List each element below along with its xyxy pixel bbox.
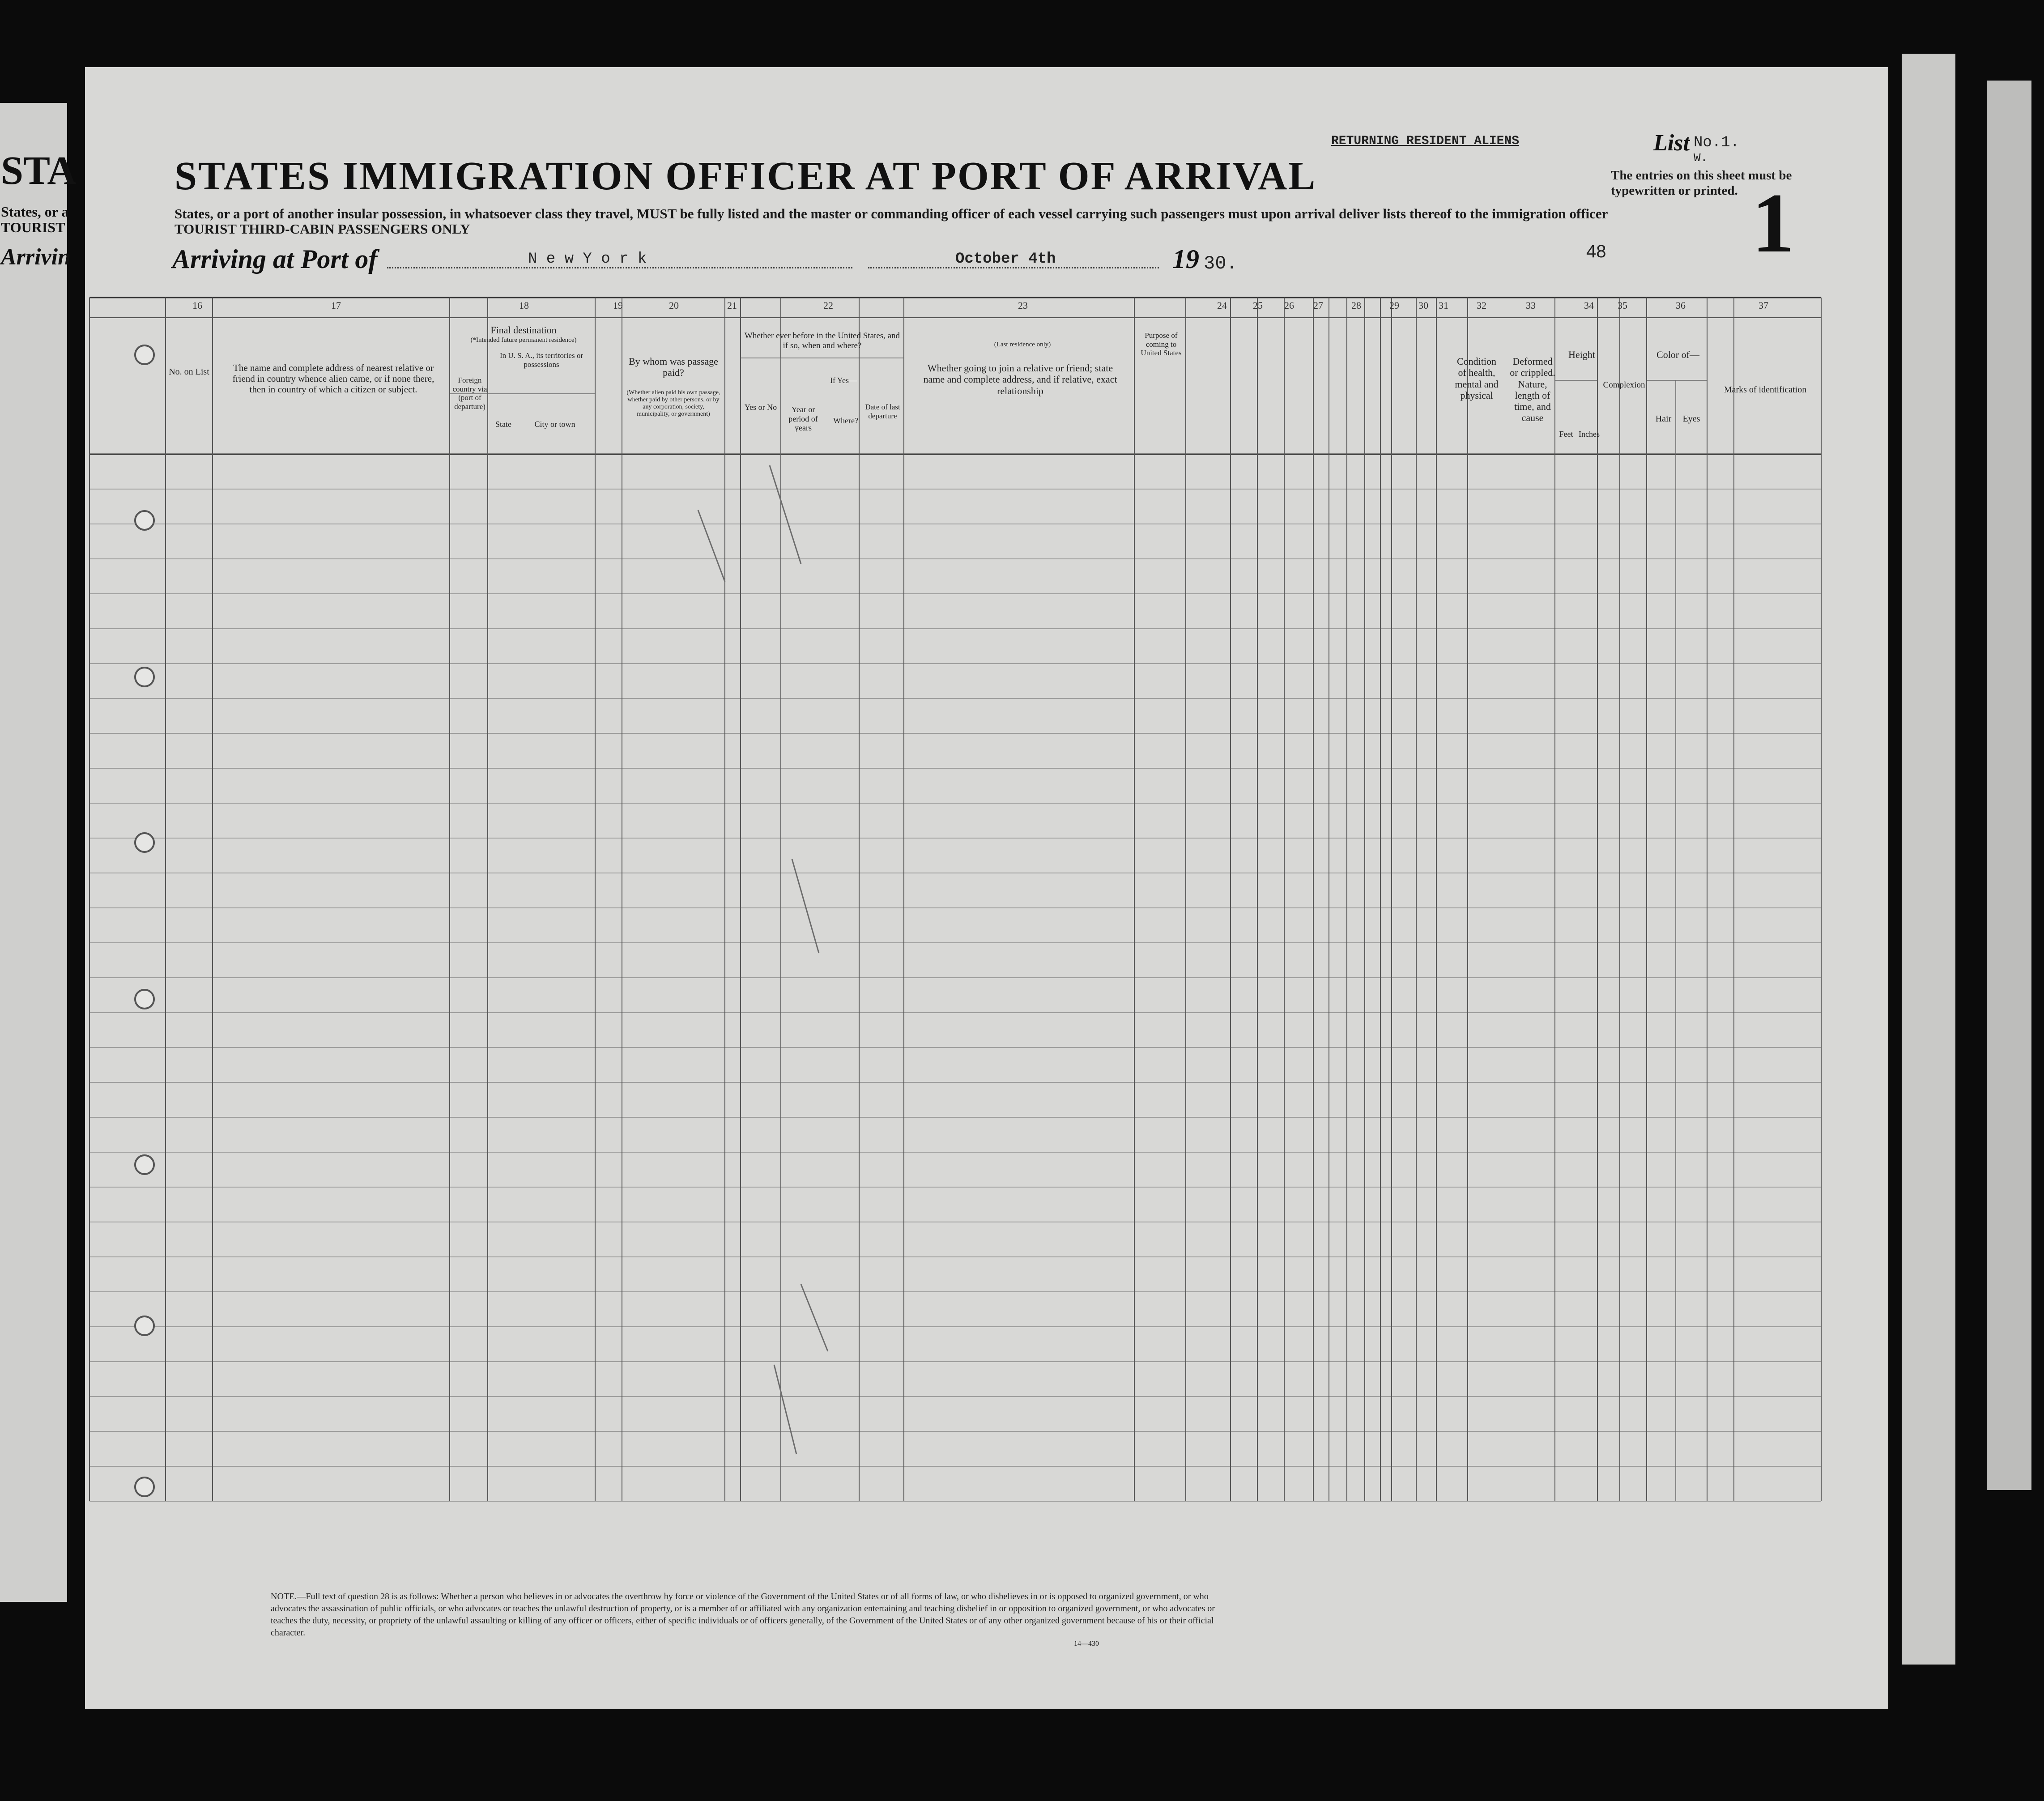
port-value: N e w Y o r k (528, 251, 647, 268)
subtitle: States, or a port of another insular possession, in whatsoever class they travel, MUST be fully listed and the master or commanding officer of each vessel carrying such passengers must upon arrival deliver lists thereof to the immigration officer (175, 206, 1608, 221)
column-number-33: 33 (1526, 300, 1536, 311)
column-number-19: 19 (613, 300, 623, 311)
form-number: 14—430 (1074, 1640, 1099, 1648)
header-year-period: Year or period of years (788, 405, 818, 433)
binder-hole (134, 1477, 155, 1497)
subtitle-tourist: TOURIST THIRD-CABIN PASSENGERS ONLY (175, 221, 470, 237)
header-no-on-list: No. on List (169, 367, 209, 377)
header-inches: Inches (1579, 430, 1600, 439)
left-page-title-fragment: STA (1, 149, 77, 193)
header-state: State (495, 420, 511, 429)
left-page-line-2: TOURIST (1, 219, 65, 235)
column-number-30: 30 (1418, 300, 1428, 311)
column-number-18: 18 (519, 300, 529, 311)
column-number-34: 34 (1584, 300, 1594, 311)
header-foreign-country: Foreign country via (port of departure) (452, 376, 487, 411)
year-prefix: 19 (1172, 244, 1199, 274)
column-number-29: 29 (1389, 300, 1399, 311)
header-relative-address: The name and complete address of nearest relative or friend in country whence alien came, or if none there, then in country of which a citizen or subject. (232, 362, 434, 395)
header-passage-paid: By whom was passage paid? (629, 356, 718, 379)
stamp-number: 48 (1586, 242, 1606, 261)
column-number-22: 22 (823, 300, 833, 311)
binder-hole (134, 1316, 155, 1336)
header-hair: Hair (1655, 414, 1672, 424)
column-number-37: 37 (1759, 300, 1768, 311)
binder-hole (134, 667, 155, 687)
header-marks: Marks of identification (1724, 385, 1807, 395)
column-number-32: 32 (1477, 300, 1486, 311)
header-going-to-join: Whether going to join a relative or friend; state name and complete address, and if relative, exact relationship (923, 362, 1117, 396)
pencil-mark (698, 510, 725, 582)
column-number-17: 17 (331, 300, 341, 311)
header-deformed: Deformed or crippled. Nature, length of time, and cause (1510, 356, 1555, 424)
column-number-21: 21 (727, 300, 737, 311)
column-number-35: 35 (1618, 300, 1627, 311)
list-w: W. (1694, 151, 1708, 165)
header-eyes: Eyes (1682, 414, 1700, 424)
column-number-26: 26 (1284, 300, 1294, 311)
binder-hole (134, 1154, 155, 1175)
binder-hole (134, 345, 155, 365)
header-where: Where? (833, 416, 858, 425)
pencil-mark (801, 1284, 828, 1351)
column-number-27: 27 (1313, 300, 1323, 311)
header-date-departure: Date of last departure (865, 403, 900, 420)
pencil-mark (774, 1365, 796, 1454)
sheet-number: 1 (1752, 176, 1794, 270)
column-number-20: 20 (669, 300, 679, 311)
column-number-24: 24 (1217, 300, 1227, 311)
binder-hole (134, 510, 155, 531)
header-city: City or town (534, 420, 575, 429)
header-complexion: Complexion (1603, 380, 1645, 390)
column-number-25: 25 (1253, 300, 1263, 311)
binder-hole (134, 832, 155, 853)
header-yes-no: Yes or No (744, 403, 777, 412)
header-feet: Feet (1559, 430, 1573, 439)
column-number-31: 31 (1439, 300, 1448, 311)
date-value: October 4th (955, 251, 1056, 268)
header-purpose: Purpose of coming to United States (1141, 331, 1182, 358)
column-number-16: 16 (192, 300, 202, 311)
arriving-label: Arriving at Port of (172, 244, 378, 274)
header-in-usa: In U. S. A., its territories or possessions (499, 351, 583, 369)
left-page-line-1: States, or a (1, 204, 69, 220)
header-ever-in-us: Whether ever before in the United States, and if so, when and where? (744, 331, 900, 350)
header-if-yes: If Yes— (830, 376, 857, 385)
returning-label: RETURNING RESIDENT ALIENS (1331, 134, 1520, 148)
binder-hole (134, 989, 155, 1009)
left-page-line-3: Arrivin (1, 244, 71, 270)
list-number: No.1. (1694, 134, 1740, 151)
typewritten-instructions: The entries on this sheet must be typewritten or printed. (1611, 168, 1792, 198)
column-number-28: 28 (1351, 300, 1361, 311)
list-label: List (1653, 130, 1690, 156)
column-number-23: 23 (1018, 300, 1028, 311)
header-passage-sub: (Whether alien paid his own passage, whether paid by other persons, or by any corporation, society, municipality, or government) (626, 389, 720, 418)
page-title: STATES IMMIGRATION OFFICER AT PORT OF ARRIVAL (175, 154, 1317, 198)
header-height: Height (1568, 349, 1595, 360)
header-final-destination-sub: (*Intended future permanent residence) (470, 336, 577, 344)
year-suffix: 30. (1204, 253, 1238, 274)
header-condition-health: Condition of health, mental and physical (1455, 356, 1499, 401)
header-final-destination: Final destination (490, 324, 557, 336)
header-color-of: Color of— (1656, 349, 1699, 360)
question-28-note: NOTE.—Full text of question 28 is as follows: Whether a person who believes in or advocates the overthrow by force or violence of the Government of the United States or of all forms of law, or who disbelieves in or is opposed to organized government, or who advocates the assassination of public officials, or who advocates or teaches the unlawful destruction of property, or is a member of or affiliated with any organization entertaining and teaching disbelief in or opposition to organized government, or who advocates or teaches the duty, necessity, or propriety of the unlawful assaulting or killing of any officer or officers, either of specific individuals or of officers generally, of the Government of the United States or of any other organized government because of his or their official character. (271, 1592, 1215, 1638)
pencil-mark (770, 465, 801, 564)
column-number-36: 36 (1676, 300, 1686, 311)
header-last-residence: (Last residence only) (994, 341, 1051, 348)
